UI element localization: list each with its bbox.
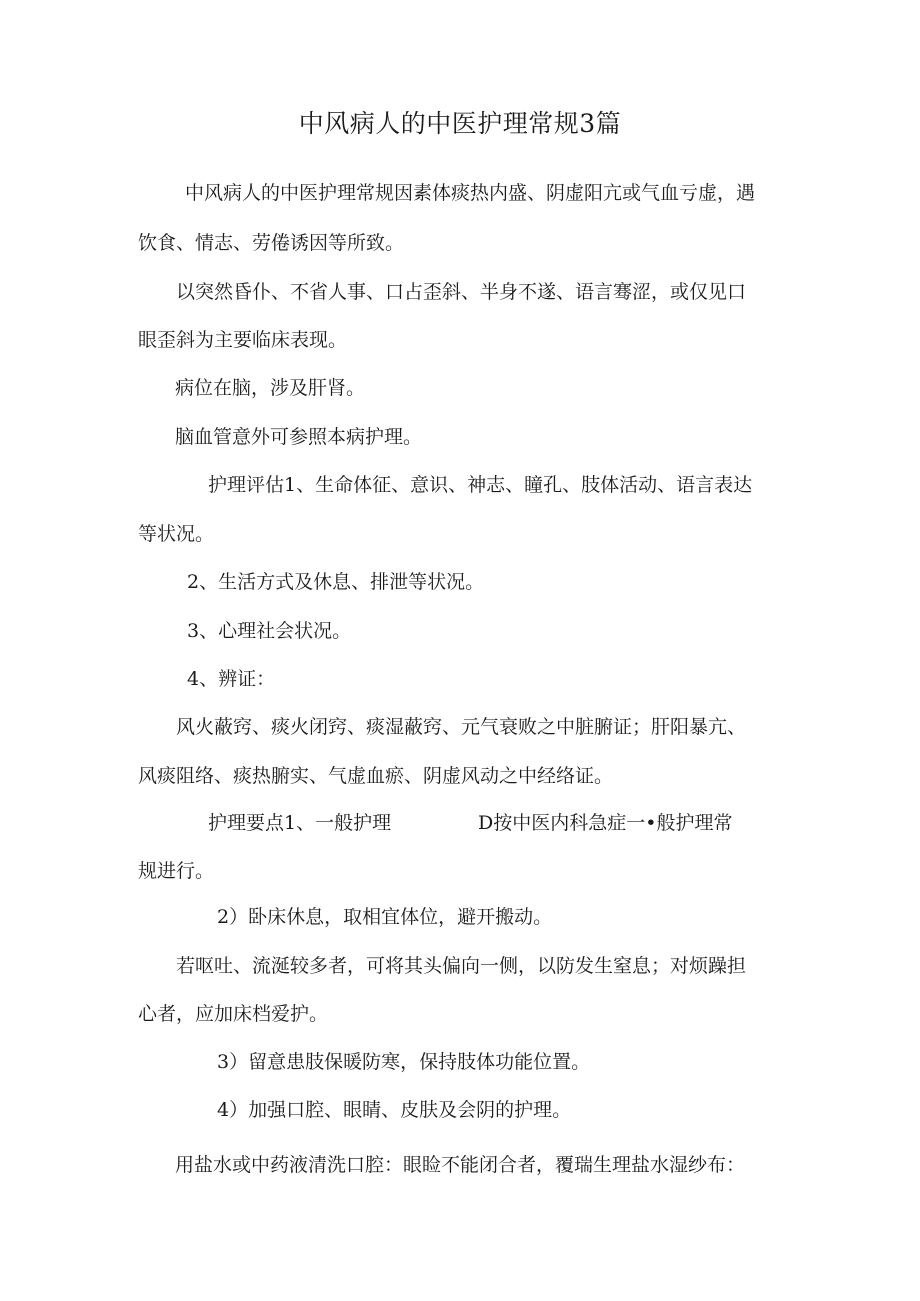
- paragraph-line: 护理评估1、生命体征、意识、神志、瞳孔、肢体活动、语言表达: [208, 474, 753, 496]
- list-item: 3、心理社会状况。: [187, 620, 352, 642]
- section-heading: 护理要点1、一般护理: [208, 812, 392, 834]
- paragraph-line: 中风病人的中医护理常规因素体痰热内盛、阴虚阳亢或气血亏虚，遇: [185, 182, 756, 204]
- paragraph-line: 脑血管意外可参照本病护理。: [175, 426, 423, 448]
- paragraph-line: D按中医内科急症一•般护理常: [478, 812, 733, 834]
- paragraph-line: 以突然昏仆、不省人事、口占歪斜、半身不遂、语言骞涩，或仅见口: [176, 281, 747, 303]
- paragraph-line: 规进行。: [138, 860, 215, 882]
- list-item: 4、辨证：: [187, 668, 276, 690]
- paragraph-line: 风火蔽窍、痰火闭窍、痰湿蔽窍、元气衰败之中脏腑证；肝阳暴亢、: [176, 716, 747, 738]
- list-item: 2）卧床休息，取相宜体位，避开搬动。: [217, 906, 553, 928]
- paragraph-line: 若呕吐、流涎较多者，可将其头偏向一侧，以防发生窒息；对烦躁担: [176, 955, 747, 977]
- paragraph-line: 用盐水或中药液清洗口腔：眼睑不能闭合者，覆瑞生理盐水湿纱布：: [175, 1154, 746, 1176]
- paragraph-line: 饮食、情志、劳倦诱因等所致。: [138, 232, 405, 254]
- list-item: 4）加强口腔、眼睛、皮肤及会阴的护理。: [217, 1099, 572, 1121]
- list-item: 2、生活方式及休息、排泄等状况。: [187, 571, 485, 593]
- page-title: 中风病人的中医护理常规3篇: [298, 109, 622, 138]
- paragraph-line: 病位在脑，涉及肝肾。: [175, 377, 366, 399]
- paragraph-line: 心者，应加床档爱护。: [138, 1003, 329, 1025]
- paragraph-line: 风痰阻络、痰热腑实、气虚血瘀、阴虚风动之中经络证。: [138, 765, 614, 787]
- paragraph-line: 等状况。: [138, 523, 215, 545]
- paragraph-line: 眼歪斜为主要临床表现。: [138, 329, 348, 351]
- list-item: 3）留意患肢保暖防寒，保持肢体功能位置。: [217, 1051, 591, 1073]
